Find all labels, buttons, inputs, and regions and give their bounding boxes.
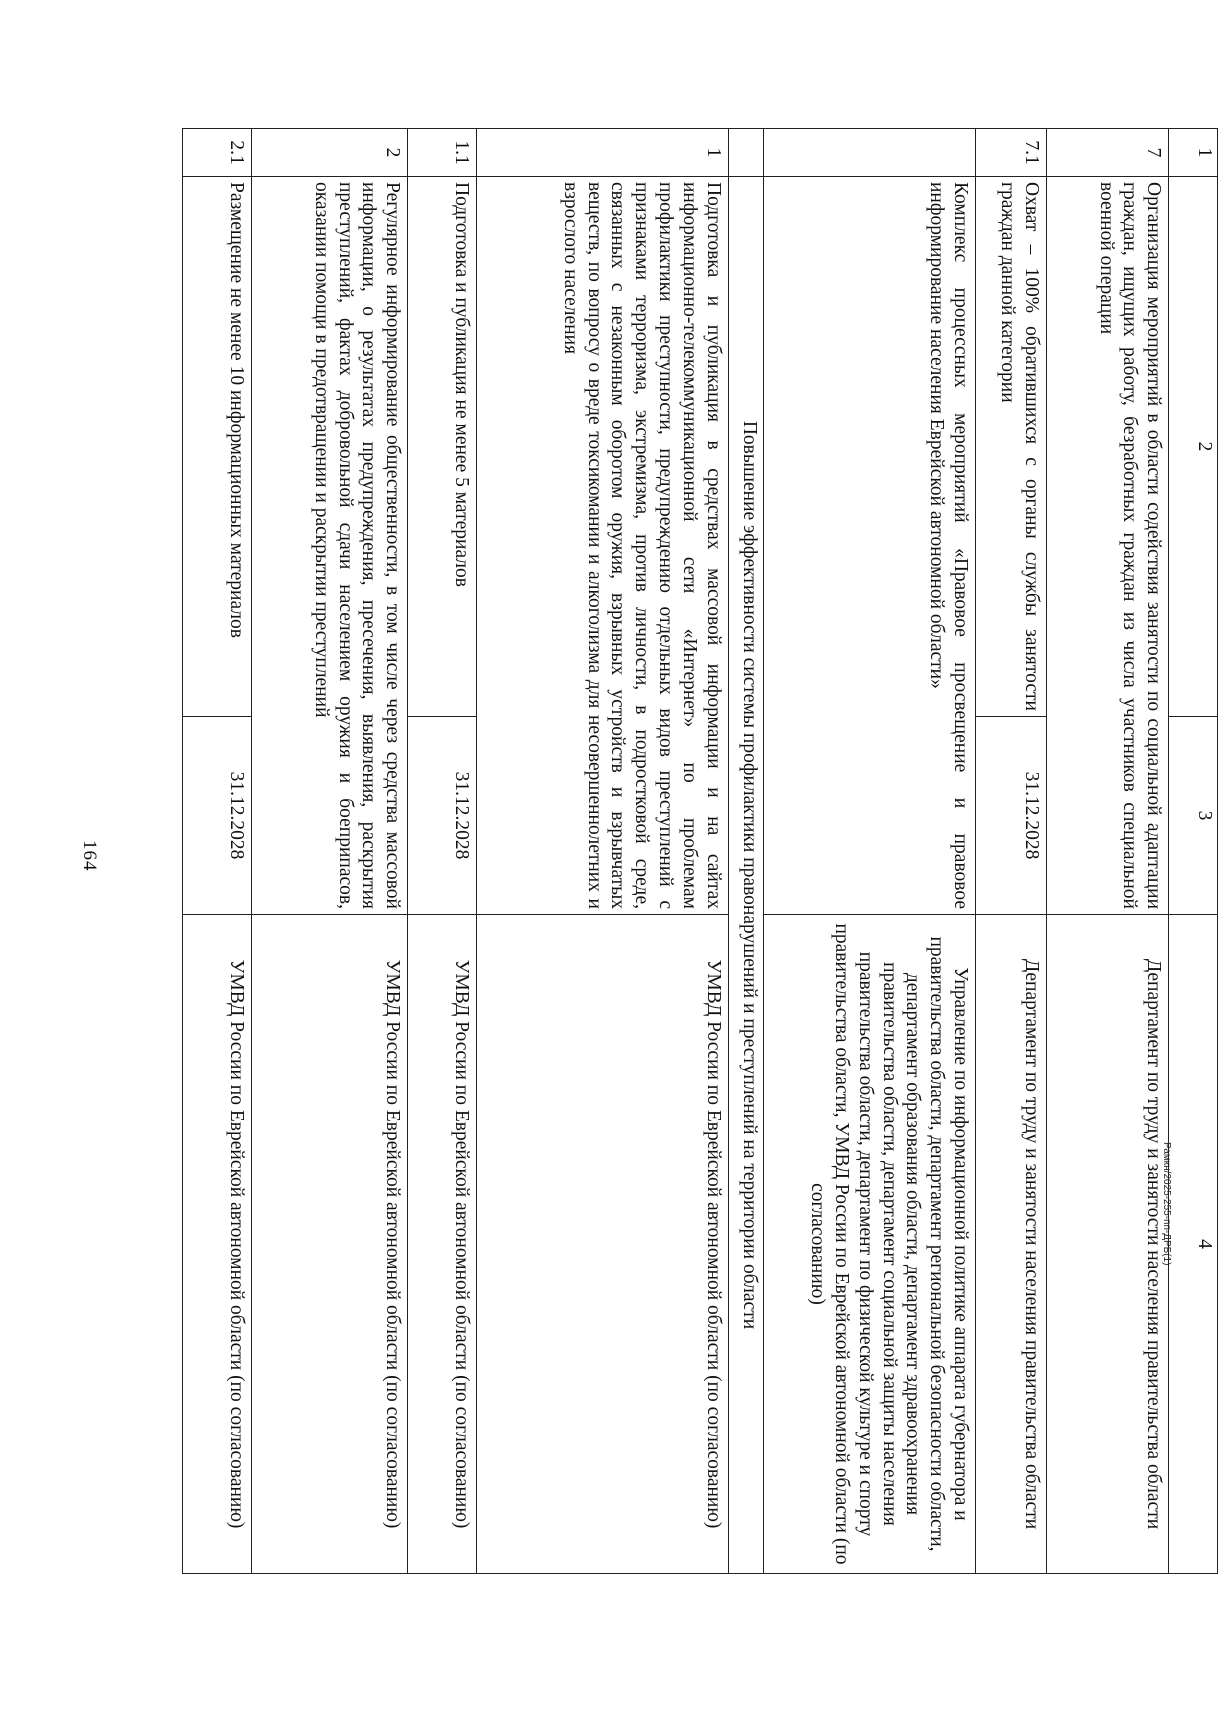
page-number: 164 <box>79 840 100 872</box>
table-row <box>408 129 476 1574</box>
row-number: 2.1 <box>183 129 252 177</box>
executor-cell: УМВД России по Еврейской автономной области (по согласованию) <box>183 915 252 1574</box>
table-row <box>183 129 252 1574</box>
document-footer-code: Рамкн/2025-255-пп-ДРБ(1) <box>1161 1142 1172 1266</box>
row-number: 1 <box>476 129 728 177</box>
table-row <box>975 129 1046 1574</box>
row-number: 7.1 <box>975 129 1046 177</box>
header-col-4: 4 <box>1169 915 1218 1574</box>
measure-cell: Подготовка и публикация в средствах массовой информации и на сайтах информационно-телекоммуникационной сети «Интернет» по проблемам профилактики преступности, предупреждению отдельных видов преступлений с признаками терроризма, экстремизма, против личности, в подростковой среде, связанных с незаконным оборотом оружия, взрывных устройств и взрывчатых веществ, по вопросу о вреде токсикомании и алкоголизма для несовершеннолетних и взрослого населения <box>476 177 728 915</box>
executor-cell: УМВД России по Еврейской автономной области (по согласованию) <box>408 915 476 1574</box>
executor-cell: Департамент по труду и занятости населения правительства области <box>975 915 1046 1574</box>
deadline-cell: 31.12.2028 <box>183 717 252 915</box>
header-col-3: 3 <box>1169 717 1218 915</box>
section-row <box>728 129 763 1574</box>
section-spacer <box>728 129 763 177</box>
measure-cell: Размещение не менее 10 информационных материалов <box>183 177 252 717</box>
row-number <box>763 129 975 177</box>
header-row <box>1169 129 1218 1574</box>
header-col-1: 1 <box>1169 129 1218 177</box>
deadline-cell: 31.12.2028 <box>975 717 1046 915</box>
executor-cell: УМВД России по Еврейской автономной области (по согласованию) <box>251 915 408 1574</box>
executor-cell: Департамент по труду и занятости населения правительства области <box>1046 915 1168 1574</box>
measure-cell: Регулярное информирование общественности, в том числе через средства массовой информации, о результатах предупреждения, пресечения, выявления, раскрытия преступлений, фактах добровольной сдачи населением оружия и боеприпасов, оказании помощи в предотвращении и раскрытии преступлений <box>251 177 408 915</box>
deadline-cell: 31.12.2028 <box>408 717 476 915</box>
measure-cell: Организация мероприятий в области содействия занятости по социальной адаптации граждан, ищущих работу, безработных граждан из числа участников специальной военной операции <box>1046 177 1168 915</box>
header-col-2: 2 <box>1169 177 1218 717</box>
section-title: Повышение эффективности системы профилактики правонарушений и преступлений на территории области <box>728 177 763 1574</box>
table-row <box>763 129 975 1574</box>
row-number: 7 <box>1046 129 1168 177</box>
table-row <box>1046 129 1168 1574</box>
executor-cell: Управление по информационной политике аппарата губернатора и правительства области, департамент региональной безопасности области, департамент образования области, департамент здравоохранения правительства области, департамент социальной защиты населения правительства области, департамент по физической культуре и спорту правительства области, УМВД России по Еврейской автономной области (по согласованию) <box>763 915 975 1574</box>
table-row <box>476 129 728 1574</box>
executor-cell: УМВД России по Еврейской автономной области (по согласованию) <box>476 915 728 1574</box>
measure-cell: Комплекс процессных мероприятий «Правовое просвещение и правовое информирование населения Еврейской автономной области» <box>763 177 975 915</box>
rotated-table-container <box>182 128 1218 1573</box>
table-row <box>251 129 408 1574</box>
row-number: 1.1 <box>408 129 476 177</box>
measure-cell: Подготовка и публикация не менее 5 материалов <box>408 177 476 717</box>
measure-cell: Охват – 100% обратившихся с органы службы занятости граждан данной категории <box>975 177 1046 717</box>
measures-table <box>182 128 1218 1574</box>
row-number: 2 <box>251 129 408 177</box>
